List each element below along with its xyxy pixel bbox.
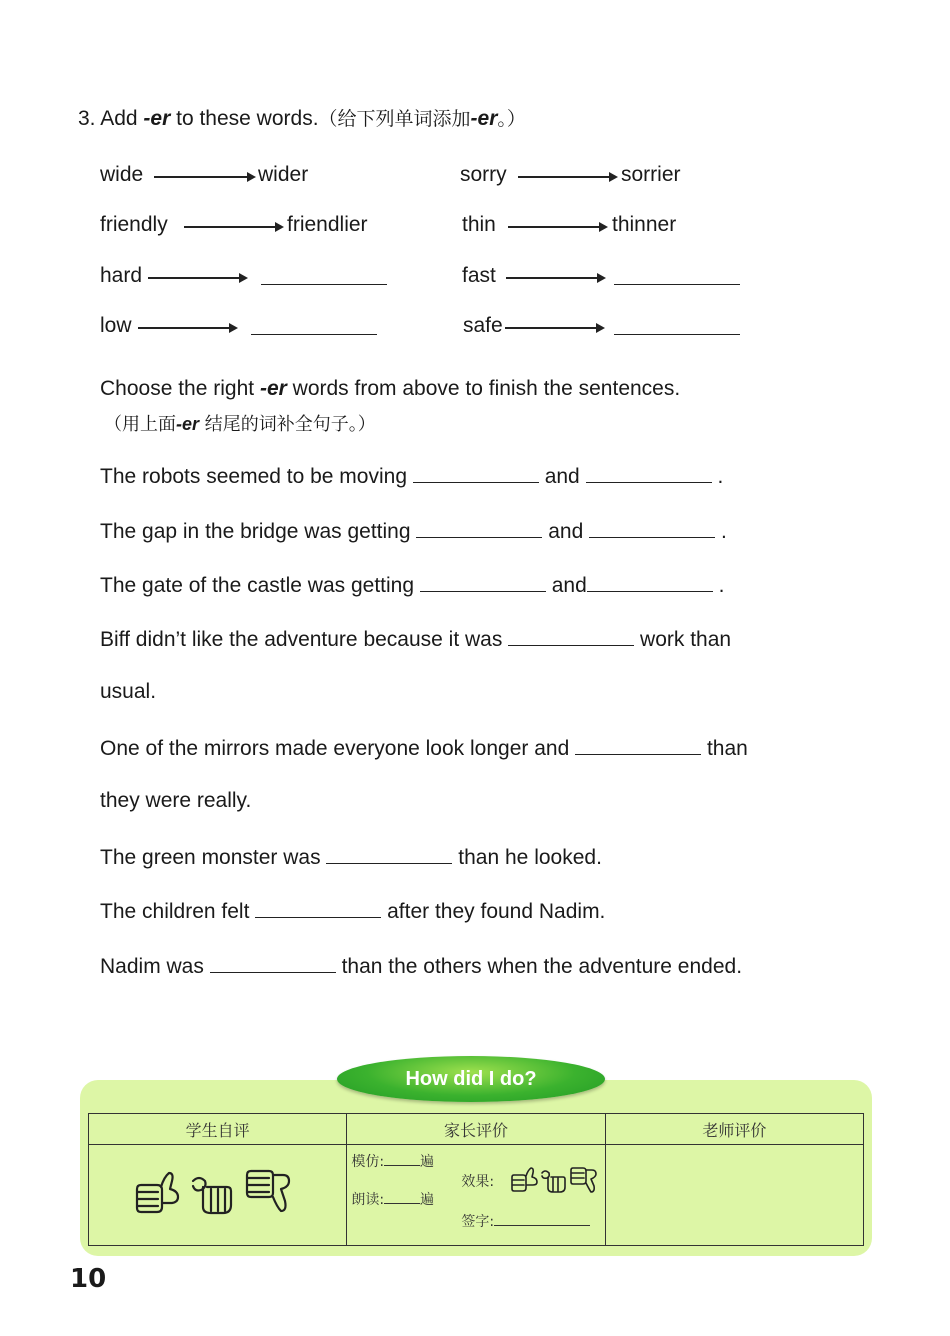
arrow-icon <box>154 176 254 178</box>
instruction <box>100 377 680 401</box>
sentence-text: . <box>720 520 727 543</box>
base-word: thin <box>462 213 496 236</box>
evaluation-table <box>88 1113 864 1246</box>
instruction-cn-close: 结尾的词补全句子。） <box>204 414 376 435</box>
sentence <box>100 789 251 813</box>
answer-blank[interactable] <box>251 314 377 335</box>
heading-cn-close: 。） <box>497 108 526 130</box>
sentence <box>100 462 723 489</box>
instruction-suffix: -er <box>259 377 287 400</box>
arrow-icon <box>506 277 604 279</box>
heading-suffix: -er <box>143 107 171 130</box>
sentence-text: Nadim was <box>100 955 204 978</box>
thumbs-up-icon[interactable] <box>135 1167 183 1217</box>
heading-cn-suffix: -er <box>470 107 498 130</box>
sentence-text: and <box>551 574 587 597</box>
imitate-label: 模仿: <box>351 1154 385 1170</box>
parent-eval-header: 家长评价 <box>347 1114 605 1145</box>
sentence <box>100 517 727 544</box>
teacher-eval-header: 老师评价 <box>605 1114 863 1145</box>
instruction-pre: Choose the right <box>100 377 255 400</box>
sentence-text: . <box>718 574 725 597</box>
sentence <box>100 571 724 598</box>
sentence-text: usual. <box>100 680 157 703</box>
sentence <box>100 843 602 870</box>
sentence-text: and <box>544 465 580 488</box>
sentence-text: after they found Nadim. <box>387 900 606 923</box>
sentence-text: they were really. <box>100 789 252 812</box>
student-eval-header: 学生自评 <box>89 1114 347 1145</box>
imitate-row <box>351 1151 434 1171</box>
sentence <box>100 952 742 979</box>
answer-blank[interactable] <box>261 264 387 285</box>
base-word: hard <box>100 264 143 287</box>
sentence-text: than he looked. <box>458 846 602 869</box>
answer-blank[interactable] <box>614 264 740 285</box>
sentence-text: The green monster was <box>100 846 321 869</box>
student-eval-cell <box>89 1145 347 1246</box>
arrow-icon <box>138 327 236 329</box>
sentence-text: One of the mirrors made everyone look longer and <box>100 737 570 760</box>
imitate-count-blank[interactable] <box>384 1151 420 1166</box>
base-word: safe <box>463 314 503 337</box>
sentence-text: . <box>717 465 724 488</box>
effect-hands-icon[interactable] <box>511 1165 599 1195</box>
signature-blank[interactable] <box>494 1211 590 1226</box>
arrow-icon <box>505 327 603 329</box>
result-word: sorrier <box>621 163 681 186</box>
sentence <box>100 680 156 704</box>
answer-blank[interactable] <box>420 571 546 592</box>
result-word: friendlier <box>287 213 368 236</box>
sentence-text: work than <box>640 628 732 651</box>
times-unit: 遍 <box>420 1192 435 1208</box>
sentence <box>100 897 605 924</box>
answer-blank[interactable] <box>413 462 539 483</box>
parent-eval-cell <box>347 1145 605 1246</box>
thumbs-down-icon[interactable] <box>245 1167 291 1221</box>
arrow-icon <box>518 176 616 178</box>
sentence-text: The children felt <box>100 900 250 923</box>
read-count-blank[interactable] <box>384 1189 420 1204</box>
ok-hand-icon[interactable] <box>189 1167 239 1217</box>
instruction-cn-suffix: -er <box>176 414 200 434</box>
result-word: wider <box>258 163 309 186</box>
answer-blank[interactable] <box>508 625 634 646</box>
answer-blank[interactable] <box>255 897 381 918</box>
sentence-text: and <box>548 520 584 543</box>
teacher-eval-cell[interactable] <box>605 1145 863 1246</box>
sentence-text: than the others when the adventure ended. <box>341 955 743 978</box>
sentence-text: than <box>706 737 748 760</box>
heading-pre: Add <box>100 107 138 130</box>
sentence <box>100 625 731 652</box>
times-unit: 遍 <box>420 1154 435 1170</box>
base-word: fast <box>462 264 496 287</box>
answer-blank[interactable] <box>587 571 713 592</box>
read-label: 朗读: <box>351 1192 385 1208</box>
arrow-icon <box>184 226 282 228</box>
answer-blank[interactable] <box>575 734 701 755</box>
base-word: friendly <box>100 213 168 236</box>
read-row <box>351 1189 434 1209</box>
answer-blank[interactable] <box>589 517 715 538</box>
answer-blank[interactable] <box>326 843 452 864</box>
answer-blank[interactable] <box>210 952 336 973</box>
effect-label: 效果: <box>461 1174 495 1190</box>
arrow-icon <box>508 226 606 228</box>
base-word: low <box>100 314 132 337</box>
answer-blank[interactable] <box>586 462 712 483</box>
sentence-text: The gate of the castle was getting <box>100 574 415 597</box>
heading-post: to these words. <box>176 107 319 130</box>
heading-cn-open: （给下列单词添加 <box>318 108 471 130</box>
answer-blank[interactable] <box>614 314 740 335</box>
evaluation-title: How did I do? <box>337 1056 605 1102</box>
result-word: thinner <box>612 213 677 236</box>
sentence-text: The gap in the bridge was getting <box>100 520 411 543</box>
sign-label: 签字: <box>461 1214 495 1230</box>
base-word: wide <box>100 163 144 186</box>
arrow-icon <box>148 277 246 279</box>
exercise-number: 3. <box>78 107 96 130</box>
instruction-post: words from above to finish the sentences. <box>292 377 681 400</box>
answer-blank[interactable] <box>416 517 542 538</box>
sentence-text: Biff didn’t like the adventure because it was <box>100 628 503 651</box>
instruction-cn-open: （用上面 <box>104 414 176 435</box>
exercise-heading <box>78 104 526 131</box>
sign-row <box>461 1211 590 1231</box>
sentence <box>100 734 748 761</box>
instruction-cn <box>104 410 376 436</box>
base-word: sorry <box>460 163 507 186</box>
sentence-text: The robots seemed to be moving <box>100 465 408 488</box>
page-number: 10 <box>70 1264 107 1294</box>
